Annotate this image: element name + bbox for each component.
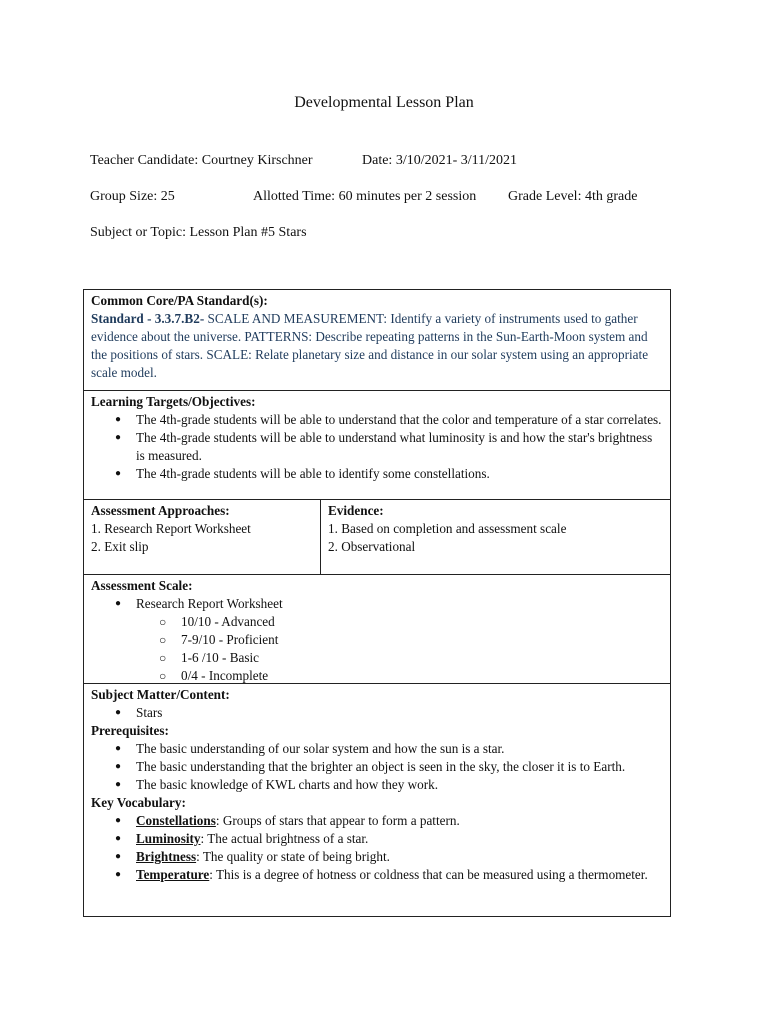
- objectives-section: [84, 391, 670, 500]
- prerequisite-item: ● The basic understanding of our solar system and how the sun is a star.: [91, 740, 663, 758]
- objective-item: ● The 4th-grade students will be able to understand that the color and temperature of a star correlates.: [91, 411, 663, 429]
- vocab-term: Brightness: [136, 849, 197, 864]
- subject-matter-header: Subject Matter/Content:: [91, 687, 230, 702]
- lesson-plan-table: [83, 289, 671, 917]
- vocab-definition: : The actual brightness of a star.: [200, 831, 369, 846]
- key-vocabulary-header: Key Vocabulary:: [91, 795, 186, 810]
- standards-body: [91, 310, 663, 382]
- standards-section: [84, 290, 670, 391]
- approaches-header: Assessment Approaches:: [91, 503, 230, 518]
- vocab-item: [91, 866, 663, 884]
- vocab-item: [91, 812, 663, 830]
- vocab-definition: : Groups of stars that appear to form a pattern.: [215, 813, 460, 828]
- scale-level: ○ 10/10 - Advanced: [91, 613, 663, 631]
- subject-topic: Subject or Topic: Lesson Plan #5 Stars: [90, 225, 307, 240]
- scale-item: ● Research Report Worksheet: [91, 595, 663, 613]
- scale-level: ○ 7-9/10 - Proficient: [91, 631, 663, 649]
- group-size: Group Size: 25: [90, 189, 175, 204]
- prerequisite-item: ● The basic understanding that the brighter an object is seen in the sky, the closer it is to Earth.: [91, 758, 663, 776]
- objective-item: ● The 4th-grade students will be able to understand what luminosity is and how the star's brightness is measured.: [91, 429, 663, 465]
- vocab-definition: : This is a degree of hotness or coldness that can be measured using a thermometer.: [209, 867, 648, 882]
- content-section: [84, 684, 670, 916]
- assessment-scale-section: [84, 575, 670, 684]
- lesson-date: Date: 3/10/2021- 3/11/2021: [362, 153, 518, 168]
- assessment-approaches: [84, 500, 321, 574]
- allotted-time: Allotted Time: 60 minutes per 2 session: [253, 189, 477, 204]
- evidence-header: Evidence:: [328, 503, 384, 518]
- scale-level: ○ 0/4 - Incomplete: [91, 667, 663, 684]
- standard-code: Standard - 3.3.7.B2-: [91, 311, 205, 326]
- assessment-evidence: [321, 500, 670, 574]
- scale-level: ○ 1-6 /10 - Basic: [91, 649, 663, 667]
- approach-item: 2. Exit slip: [91, 539, 149, 554]
- document-title: Developmental Lesson Plan: [294, 94, 474, 111]
- approach-item: 1. Research Report Worksheet: [91, 521, 251, 536]
- objective-item: ● The 4th-grade students will be able to identify some constellations.: [91, 465, 663, 483]
- prerequisites-header: Prerequisites:: [91, 723, 169, 738]
- vocab-term: Temperature: [136, 867, 210, 882]
- vocab-item: [91, 830, 663, 848]
- objectives-header: Learning Targets/Objectives:: [91, 394, 256, 409]
- vocab-definition: : The quality or state of being bright.: [196, 849, 390, 864]
- evidence-item: 2. Observational: [328, 539, 416, 554]
- subject-item: ● Stars: [91, 704, 663, 722]
- standard-text: SCALE AND MEASUREMENT: Identify a variety of instruments used to gather evidence about the universe. PATTERNS: Describe repeating patterns in the Sun-Earth-Moon system and the positions of stars. SCALE: Relate planetary size and distance in our solar system using an appropriate scale model.: [91, 311, 649, 380]
- assessment-section: [84, 500, 670, 575]
- prerequisite-item: ● The basic knowledge of KWL charts and how they work.: [91, 776, 663, 794]
- vocab-item: [91, 848, 663, 866]
- teacher-candidate: Teacher Candidate: Courtney Kirschner: [90, 153, 313, 168]
- standards-header: Common Core/PA Standard(s):: [91, 293, 268, 308]
- grade-level: Grade Level: 4th grade: [508, 189, 638, 204]
- evidence-item: 1. Based on completion and assessment scale: [328, 521, 567, 536]
- vocab-term: Constellations: [136, 813, 216, 828]
- vocab-term: Luminosity: [136, 831, 201, 846]
- scale-header: Assessment Scale:: [91, 578, 193, 593]
